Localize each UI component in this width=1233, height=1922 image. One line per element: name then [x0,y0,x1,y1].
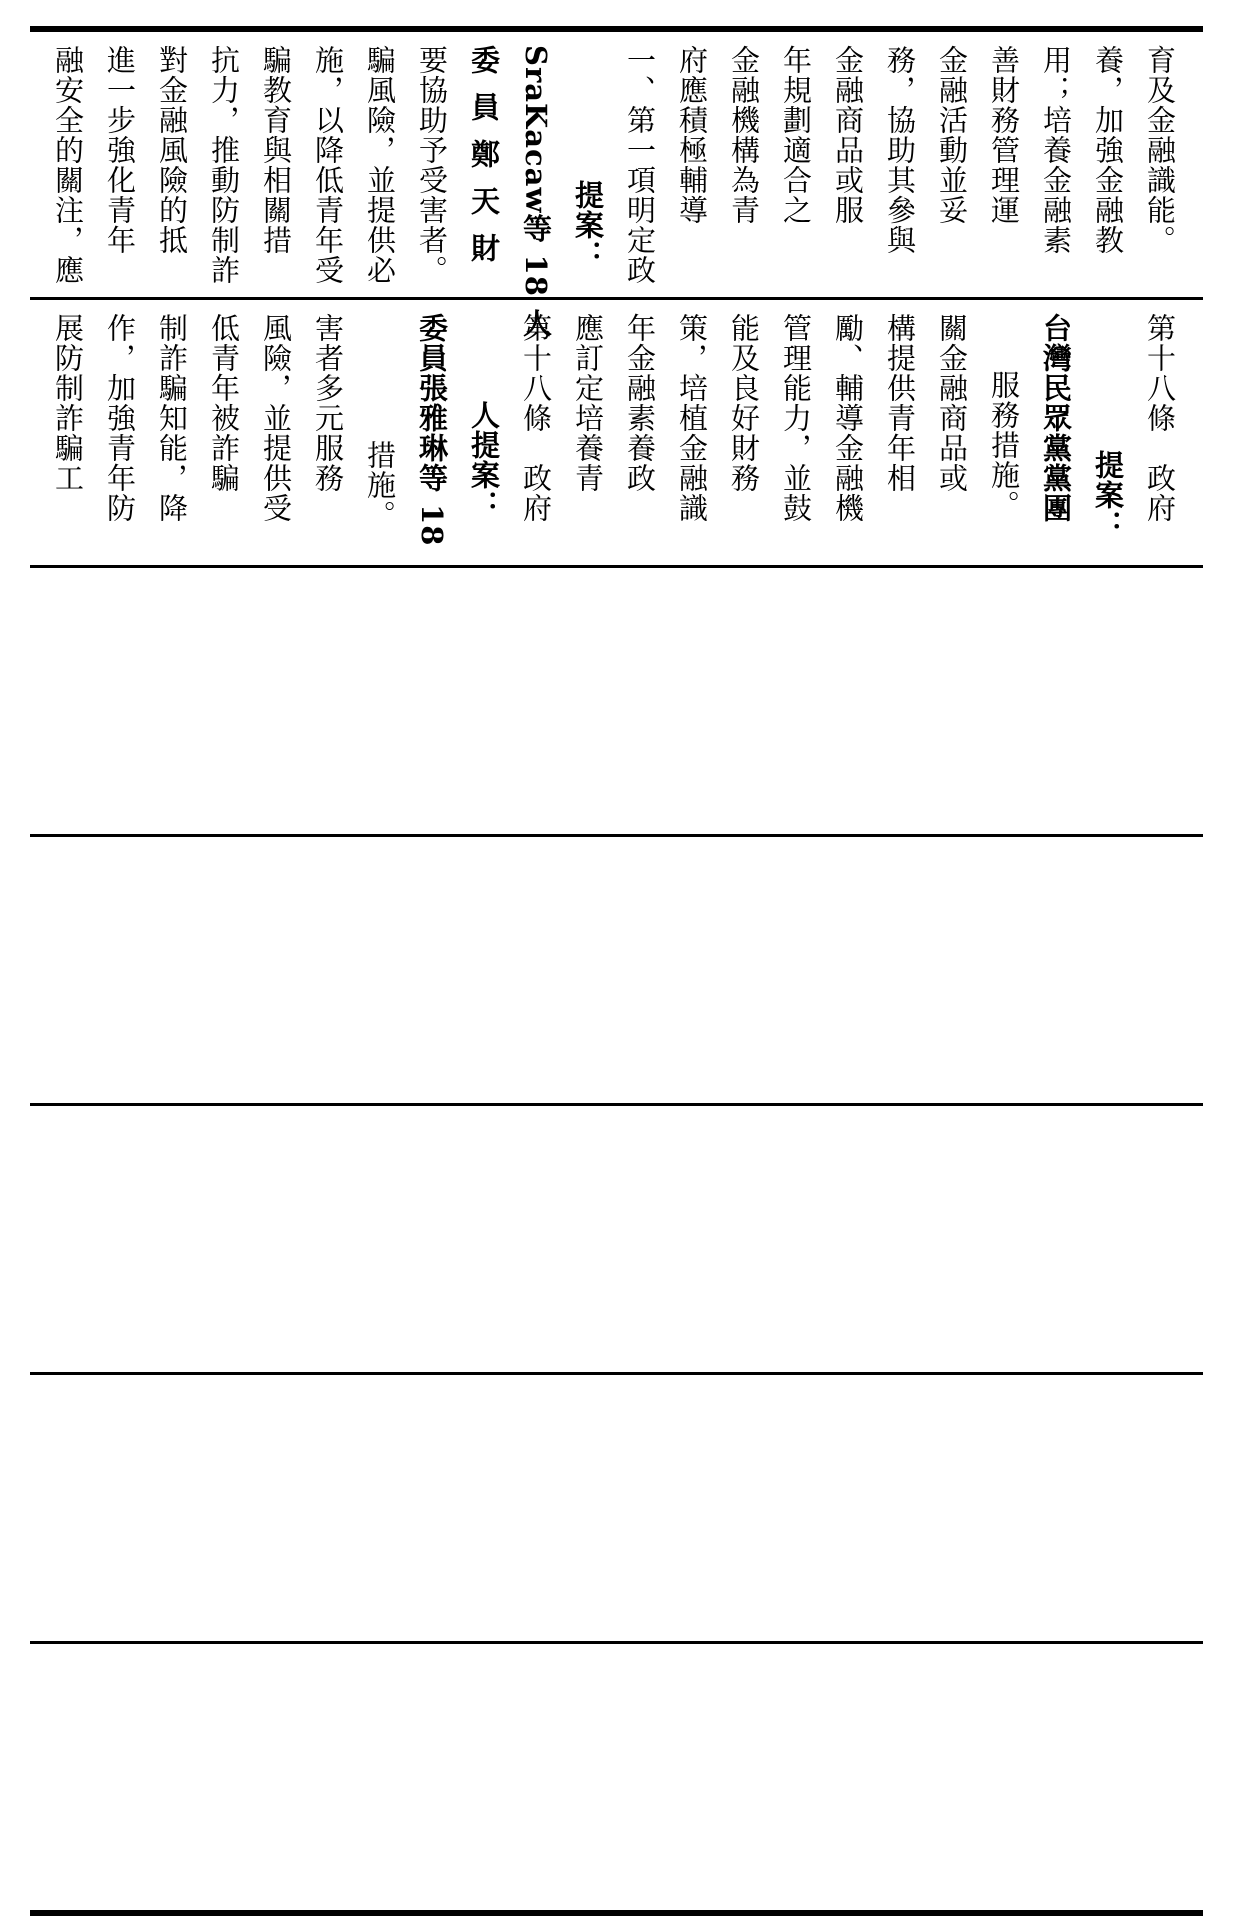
upper-col-6: 施，以降低青年受 [311,45,345,285]
upper-col-4: 抗力，推動防制詐 [207,45,241,285]
upper-col-7: 騙風險，並提供必 [363,45,397,285]
lower-col-20: 台灣民眾黨黨團 [1039,313,1073,523]
upper-col-13: 府應積極輔導 [675,45,709,225]
upper-col-9: 委員鄭天財 [467,45,501,280]
row-divider-6 [30,1641,1203,1644]
row-divider-1 [30,297,1203,300]
lower-col-15: 管理能力，並鼓 [779,313,813,523]
lower-col-2: 作，加強青年防 [103,313,137,523]
upper-col-15: 年規劃適合之 [779,45,813,225]
lower-col-4: 低青年被詐騙 [207,313,241,493]
upper-col-12: 一、第一項明定政 [623,45,657,285]
lower-col-6: 害者多元服務 [311,313,345,493]
upper-col-22: 育及金融識能。 [1143,45,1177,255]
upper-col-3: 對金融風險的抵 [155,45,189,255]
top-border [30,26,1203,32]
lower-col-22: 第十八條 政府 [1143,313,1177,523]
lower-col-13: 策，培植金融識 [675,313,709,523]
upper-col-1: 融安全的關注，應 [51,45,85,285]
lower-col-16: 勵、輔導金融機 [831,313,865,523]
upper-col-2: 進一步強化青年 [103,45,137,255]
lower-col-5: 風險，並提供受 [259,313,293,523]
upper-col-16: 金融商品或服 [831,45,865,225]
upper-col-14: 金融機構為青 [727,45,761,225]
lower-col-17: 構提供青年相 [883,313,917,493]
row-divider-5 [30,1372,1203,1375]
lower-col-14: 能及良好財務 [727,313,761,493]
upper-col-10: SraKacaw等 18 人 [519,45,553,338]
upper-col-18: 金融活動並妥 [935,45,969,225]
lower-col-9: 人提案： [467,400,501,520]
upper-col-8: 要協助予受害者。 [415,45,449,285]
upper-col-20: 用；培養金融素 [1039,45,1073,255]
row-divider-4 [30,1103,1203,1106]
lower-col-8: 委員張雅琳等 18 [415,313,449,547]
upper-col-19: 善財務管理運 [987,45,1021,225]
row-divider-3 [30,834,1203,837]
upper-col-11: 提案： [571,180,605,270]
upper-col-17: 務，協助其參與 [883,45,917,255]
lower-col-19: 服務措施。 [987,370,1021,520]
lower-col-21: 提案： [1091,450,1125,540]
upper-col-5: 騙教育與相關措 [259,45,293,255]
lower-col-12: 年金融素養政 [623,313,657,493]
lower-col-11: 應訂定培養青 [571,313,605,493]
lower-col-18: 關金融商品或 [935,313,969,493]
bottom-border [30,1910,1203,1916]
lower-col-3: 制詐騙知能，降 [155,313,189,523]
upper-col-21: 養，加強金融教 [1091,45,1125,255]
lower-col-1: 展防制詐騙工 [51,313,85,493]
lower-col-10: 第十八條 政府 [519,313,553,523]
row-divider-2 [30,565,1203,568]
lower-col-7: 措施。 [363,440,397,530]
